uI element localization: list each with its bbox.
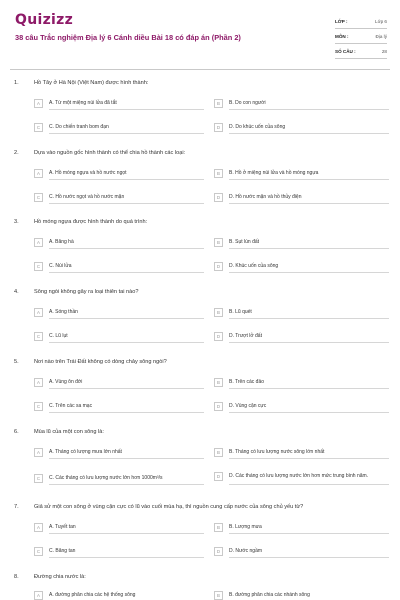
question-text: Hồ Tây ở Hà Nội (Việt Nam) được hình thành: [34,80,149,86]
meta-row-count [335,44,387,59]
option-d[interactable] [214,190,389,204]
option-letter-box: A [34,169,43,178]
meta-value: 28 [381,48,387,54]
option-letter-box: A [34,591,43,600]
option-letter-box: D [214,547,223,556]
option-c[interactable] [34,471,204,485]
option-b[interactable] [214,588,389,600]
option-letter-box: A [34,99,43,108]
option-d[interactable] [214,120,389,134]
option-d[interactable] [214,329,389,343]
option-d[interactable] [214,467,389,485]
option-text: B. Trên các đảo [229,379,265,385]
option-text: B. Sụt lún đất [229,239,260,245]
option-b[interactable] [214,96,389,110]
option-letter-box: C [34,402,43,411]
option-a[interactable] [34,375,204,389]
option-text: D. Vùng cận cực [229,403,267,409]
option-text: C. Do chiến tranh bom đạn [49,124,109,130]
option-c[interactable] [34,190,204,204]
option-text: C. Trên các sa mạc [49,403,93,409]
option-letter-box: B [214,591,223,600]
option-d[interactable] [214,544,389,558]
question-number: 7. [14,504,19,510]
document-title: 38 câu Trắc nghiệm Địa lý 6 Cánh diều Bài 18 có đáp án (Phần 2) [15,33,241,42]
option-text: A. Sóng thần [49,309,78,315]
header-divider [10,69,390,70]
option-b[interactable] [214,445,389,459]
quizizz-logo: Quizizz [15,12,74,28]
option-letter-box: A [34,378,43,387]
option-a[interactable] [34,520,204,534]
option-letter-box: C [34,193,43,202]
option-text: A. Hồ móng ngựa và hồ nước ngọt [49,170,127,176]
option-a[interactable] [34,305,204,319]
option-letter-box: B [214,238,223,247]
option-d[interactable] [214,259,389,273]
option-letter-box: D [214,332,223,341]
option-letter-box: B [214,523,223,532]
option-letter-box: B [214,308,223,317]
option-text: A. Vùng ôn đới [49,379,83,385]
option-text: C. Lũ lụt [49,333,68,339]
option-text: B. Lượng mưa [229,524,262,530]
option-letter-box: D [214,262,223,271]
option-letter-box: C [34,547,43,556]
option-letter-box: D [214,402,223,411]
option-letter-box: A [34,238,43,247]
option-text: D. Khúc uốn của sông [229,263,279,269]
question-text: Dựa vào nguồn gốc hình thành có thể chia hồ thành các loại: [34,150,186,156]
option-a[interactable] [34,96,204,110]
option-letter-box: A [34,523,43,532]
question-number: 6. [14,429,19,435]
option-text: B. Do con người [229,100,266,106]
meta-label: SỐ CÂU : [335,48,356,54]
question-number: 8. [14,574,19,580]
option-text: C. Núi lửa [49,263,72,269]
option-c[interactable] [34,399,204,413]
option-letter-box: B [214,378,223,387]
meta-label: MÔN : [335,33,349,39]
question-number: 4. [14,289,19,295]
option-a[interactable] [34,235,204,249]
option-text: A. Tuyết tan [49,524,76,530]
option-text: A. đường phân chia các hệ thống sông [49,592,136,598]
option-c[interactable] [34,329,204,343]
option-text: B. Tháng có lưu lượng nước sông lớn nhất [229,449,325,455]
option-text: B. đường phân chia các nhánh sông [229,592,310,598]
option-text: A. Băng hà [49,239,74,245]
option-letter-box: C [34,262,43,271]
option-a[interactable] [34,445,204,459]
option-text: D. Trượt lở đất [229,333,262,339]
option-b[interactable] [214,375,389,389]
option-text: D. Do khúc uốn của sông [229,124,286,130]
option-text: B. Lũ quét [229,309,252,315]
option-letter-box: C [34,474,43,483]
option-a[interactable] [34,166,204,180]
option-letter-box: B [214,99,223,108]
option-letter-box: D [214,193,223,202]
option-b[interactable] [214,520,389,534]
option-text: C. Hồ nước ngọt và hồ nước mặn [49,194,125,200]
option-text: D. Nước ngầm [229,548,263,554]
option-b[interactable] [214,305,389,319]
option-letter-box: C [34,332,43,341]
question-number: 2. [14,150,19,156]
question-text: Nơi nào trên Trái Đất không có dòng chảy sông ngòi? [34,359,167,365]
question-text: Giả sử một con sông ở vùng cận cực có lũ vào cuối mùa hạ, thì nguồn cung cấp nước của sông chủ yếu từ? [34,504,304,510]
option-a[interactable] [34,588,204,600]
option-text: A. Tháng có lượng mưa lớn nhất [49,449,122,455]
option-b[interactable] [214,235,389,249]
option-letter-box: A [34,448,43,457]
option-letter-box: D [214,123,223,132]
option-letter-box: C [34,123,43,132]
meta-row-grade [335,14,387,29]
meta-info [335,14,387,59]
option-letter-box: B [214,448,223,457]
option-c[interactable] [34,120,204,134]
meta-row-subject [335,29,387,44]
question-text: Đường chia nước là: [34,574,86,580]
question-text: Mùa lũ của một con sông là: [34,429,104,435]
option-c[interactable] [34,544,204,558]
option-b[interactable] [214,166,389,180]
option-letter-box: B [214,169,223,178]
option-text: D. Hồ nước mặn và hồ thủy điện [229,194,302,200]
option-c[interactable] [34,259,204,273]
option-d[interactable] [214,399,389,413]
document-header [0,0,400,70]
option-letter-box: A [34,308,43,317]
option-letter-box: D [214,472,223,481]
option-text: C. Các tháng có lưu lượng nước lớn hơn 1000m³/s [49,475,163,481]
question-text: Hồ móng ngựa được hình thành do quá trình: [34,219,148,225]
meta-value: Địa lý [375,33,387,39]
option-text: D. Các tháng có lưu lượng nước lớn hơn mức trung bình năm. [229,472,369,479]
question-number: 3. [14,219,19,225]
option-text: C. Băng tan [49,548,76,554]
meta-label: LỚP : [335,18,348,24]
option-text: B. Hồ ở miệng núi lửa và hồ móng ngựa [229,170,319,176]
option-text: A. Từ một miệng núi lửa đã tắt [49,100,117,106]
question-number: 5. [14,359,19,365]
meta-value: Lớp 6 [375,18,387,24]
question-number: 1. [14,80,19,86]
question-text: Sông ngòi không gây ra loại thiên tai nào? [34,289,139,295]
